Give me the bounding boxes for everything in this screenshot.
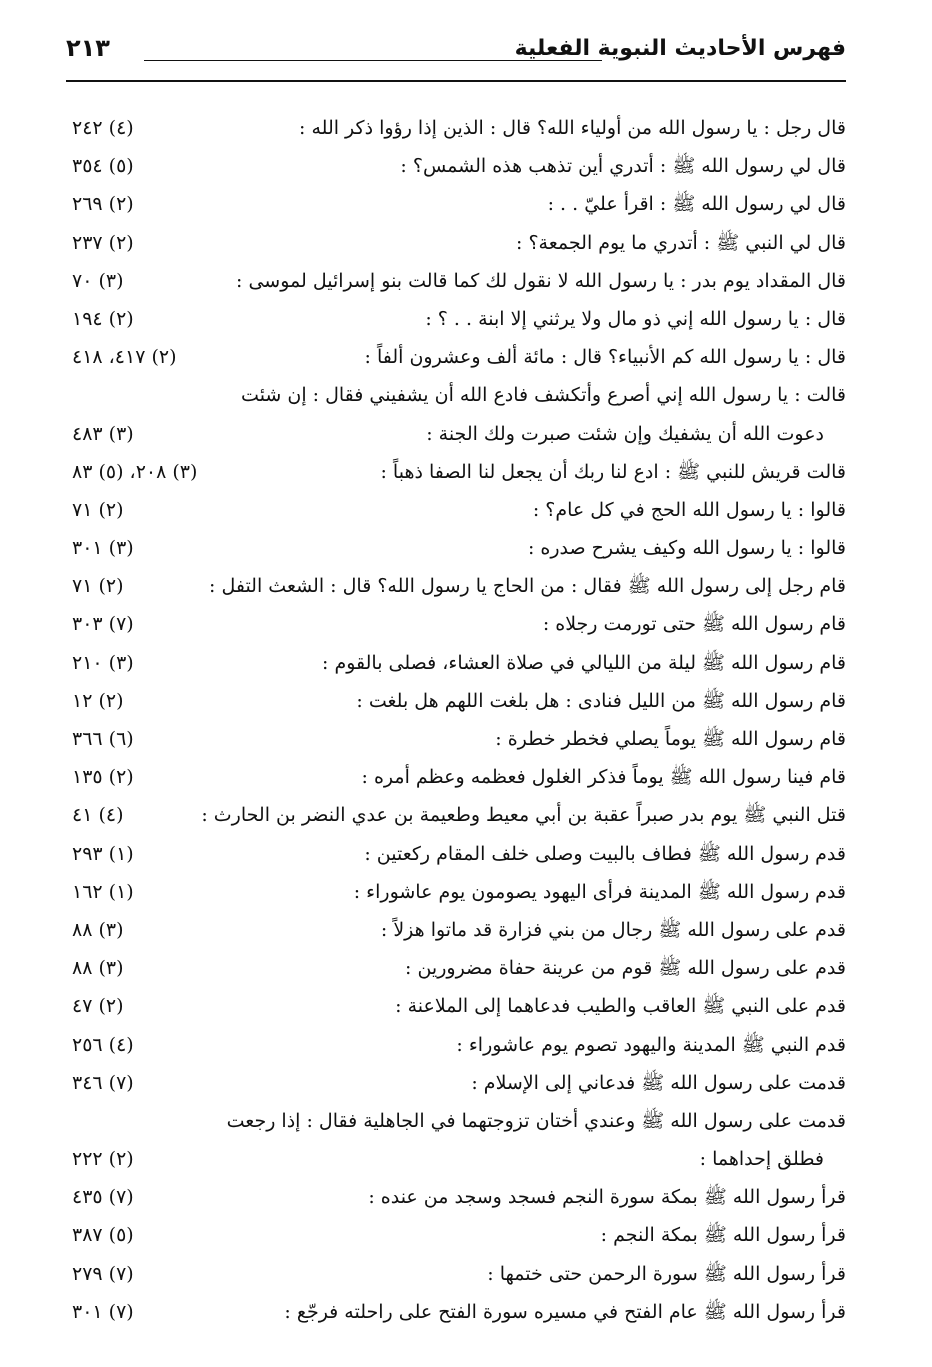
entry-reference: (٢) ٢٦٩ [72,193,134,216]
entry-text: قام فينا رسول الله ﷺ يوماً فذكر الغلول فعظمه وعظم أمره : [361,766,846,789]
index-entry [72,682,846,720]
entry-reference: (٢) ٢٣٧ [72,231,134,254]
index-entry [72,796,846,834]
entry-text: قام رسول الله ﷺ ليلة من الليالي في صلاة العشاء، فصلى بالقوم : [322,651,846,674]
index-entry [72,1178,846,1216]
entry-text: قدم على رسول الله ﷺ قوم من عرينة حفاة مضرورين : [405,957,846,980]
entry-reference: (٢) ١٢ [72,689,124,712]
index-entry [72,300,846,338]
index-entry [72,911,846,949]
entry-reference: (١) ٢٩٣ [72,842,134,865]
entry-text: قدم على النبي ﷺ العاقب والطيب فدعاهما إلى الملاعنة : [395,995,846,1018]
entry-reference: (٢) ١٩٤ [72,307,134,330]
entry-reference: (٦) ٣٦٦ [72,728,134,750]
entry-text: فطلق إحداهما : [699,1148,824,1171]
index-entry [72,1026,846,1064]
index-entry [72,1064,846,1102]
entry-text: قام رسول الله ﷺ يوماً يصلي فخطر خطرة : [495,728,846,750]
entry-reference: (٥) ٣٨٧ [72,1224,134,1247]
index-entry [72,1140,846,1178]
entry-reference: (٣) ٨٨ [72,918,124,941]
index-entry [72,415,846,453]
entry-reference: (٢) ٧١ [72,575,124,598]
entry-reference: (٢) ٢٢٢ [72,1148,134,1171]
entry-text: قرأ رسول الله ﷺ عام الفتح في مسيره سورة الفتح على راحلته فرجّع : [284,1300,846,1323]
index-entry [72,529,846,567]
entry-text: قال رجل : يا رسول الله من أولياء الله؟ قال : الذين إذا رؤوا ذكر الله : [299,117,846,139]
header-rule [144,60,602,61]
entry-reference: (٤) ٢٥٦ [72,1033,134,1056]
entry-reference: (٢) ٧١ [72,498,124,521]
index-entry [72,644,846,682]
index-entry [72,224,846,262]
entry-reference: (٢) ١٣٥ [72,766,134,789]
page-header [66,30,846,82]
entry-text: قدم رسول الله ﷺ المدينة فرأى اليهود يصومون يوم عاشوراء : [353,880,846,903]
entry-text: قرأ رسول الله ﷺ سورة الرحمن حتى ختمها : [487,1262,846,1285]
entry-text: قام رجل إلى رسول الله ﷺ فقال : من الحاج يا رسول الله؟ قال : الشعث التفل : [209,575,846,598]
hadith-index-list [72,109,846,1331]
entry-reference: (٣) ٢٠٨، (٥) ٨٣ [72,460,198,483]
entry-reference: (٤) ٢٤٢ [72,117,134,139]
entry-reference: (٣) ٨٨ [72,957,124,980]
entry-reference: (١) ١٦٢ [72,880,134,903]
index-entry [72,262,846,300]
entry-reference: (٧) ٣٠١ [72,1300,134,1323]
entry-reference: (٣) ٢١٠ [72,651,134,674]
entry-text: قتل النبي ﷺ يوم بدر صبراً عقبة بن أبي معيط وطعيمة بن عدي النضر بن الحارث : [201,804,846,827]
entry-text: قال : يا رسول الله كم الأنبياء؟ قال : مائة ألف وعشرون ألفاً : [364,346,846,369]
entry-text: قام رسول الله ﷺ من الليل فنادى : هل بلغت اللهم هل بلغت : [356,689,846,712]
entry-reference: (٣) ٤٨٣ [72,422,134,445]
index-entry [72,1102,846,1140]
index-entry [72,720,846,758]
index-entry [72,109,846,147]
index-entry [72,605,846,643]
entry-reference: (٢) ٤١٧، ٤١٨ [72,346,177,369]
index-entry [72,147,846,185]
entry-text: قدمت على رسول الله ﷺ فدعاني إلى الإسلام : [471,1071,846,1094]
entry-text: قرأ رسول الله ﷺ بمكة سورة النجم فسجد وسجد من عنده : [368,1186,846,1209]
entry-text: قام رسول الله ﷺ حتى تورمت رجلاه : [542,613,846,636]
index-entry [72,376,846,414]
entry-text: قال : يا رسول الله إني ذو مال ولا يرثني إلا ابنة . . ؟ : [425,307,846,330]
entry-text: قدم رسول الله ﷺ فطاف بالبيت وصلى خلف المقام ركعتين : [364,842,846,865]
entry-reference: (٧) ٣٠٣ [72,613,134,636]
entry-reference: (٧) ٣٤٦ [72,1071,134,1094]
entry-text: قالت : يا رسول الله إني أصرع وأتكشف فادع الله أن يشفيني فقال : إن شئت [241,384,846,407]
index-entry [72,987,846,1025]
index-entry [72,835,846,873]
entry-text: قالت قريش للنبي ﷺ : ادع لنا ربك أن يجعل لنا الصفا ذهباً : [380,460,846,483]
entry-text: قدم النبي ﷺ المدينة واليهود تصوم يوم عاشوراء : [456,1033,846,1056]
entry-text: قدم على رسول الله ﷺ رجال من بني فزارة قد ماتوا هزلاً : [380,918,846,941]
entry-reference: (٥) ٣٥٤ [72,155,134,178]
index-entry [72,1216,846,1254]
entry-reference: (٧) ٤٣٥ [72,1186,134,1209]
entry-text: قال لي رسول الله ﷺ : اقرأ عليّ . . : [547,193,846,216]
entry-text: قدمت على رسول الله ﷺ وعندي أختان تزوجتهما في الجاهلية فقال : إذا رجعت [226,1109,846,1132]
entry-text: دعوت الله أن يشفيك وإن شئت صبرت ولك الجنة : [426,422,824,445]
index-entry [72,453,846,491]
entry-reference: (٤) ٤١ [72,804,124,827]
entry-text: قال المقداد يوم بدر : يا رسول الله لا نقول لك كما قالت بنو إسرائيل لموسى : [236,269,846,292]
index-entry [72,185,846,223]
index-entry [72,567,846,605]
entry-text: قالوا : يا رسول الله وكيف يشرح صدره : [527,537,846,560]
entry-text: قالوا : يا رسول الله الحج في كل عام؟ : [532,498,846,521]
entry-reference: (٣) ٣٠١ [72,537,134,560]
entry-text: قرأ رسول الله ﷺ بمكة النجم : [600,1224,846,1247]
running-title: فهرس الأحاديث النبوية الفعلية [514,36,846,61]
entry-text: قال لي رسول الله ﷺ : أتدري أين تذهب هذه الشمس؟ : [400,155,846,178]
index-entry [72,338,846,376]
index-entry [72,873,846,911]
index-entry [72,949,846,987]
index-entry [72,1293,846,1331]
index-entry [72,1255,846,1293]
entry-text: قال لي النبي ﷺ : أتدري ما يوم الجمعة؟ : [516,231,846,254]
entry-reference: (٢) ٤٧ [72,995,124,1018]
page-number: ٢١٣ [66,34,110,62]
index-entry [72,758,846,796]
entry-reference: (٣) ٧٠ [72,269,124,292]
index-entry [72,491,846,529]
entry-reference: (٧) ٢٧٩ [72,1262,134,1285]
